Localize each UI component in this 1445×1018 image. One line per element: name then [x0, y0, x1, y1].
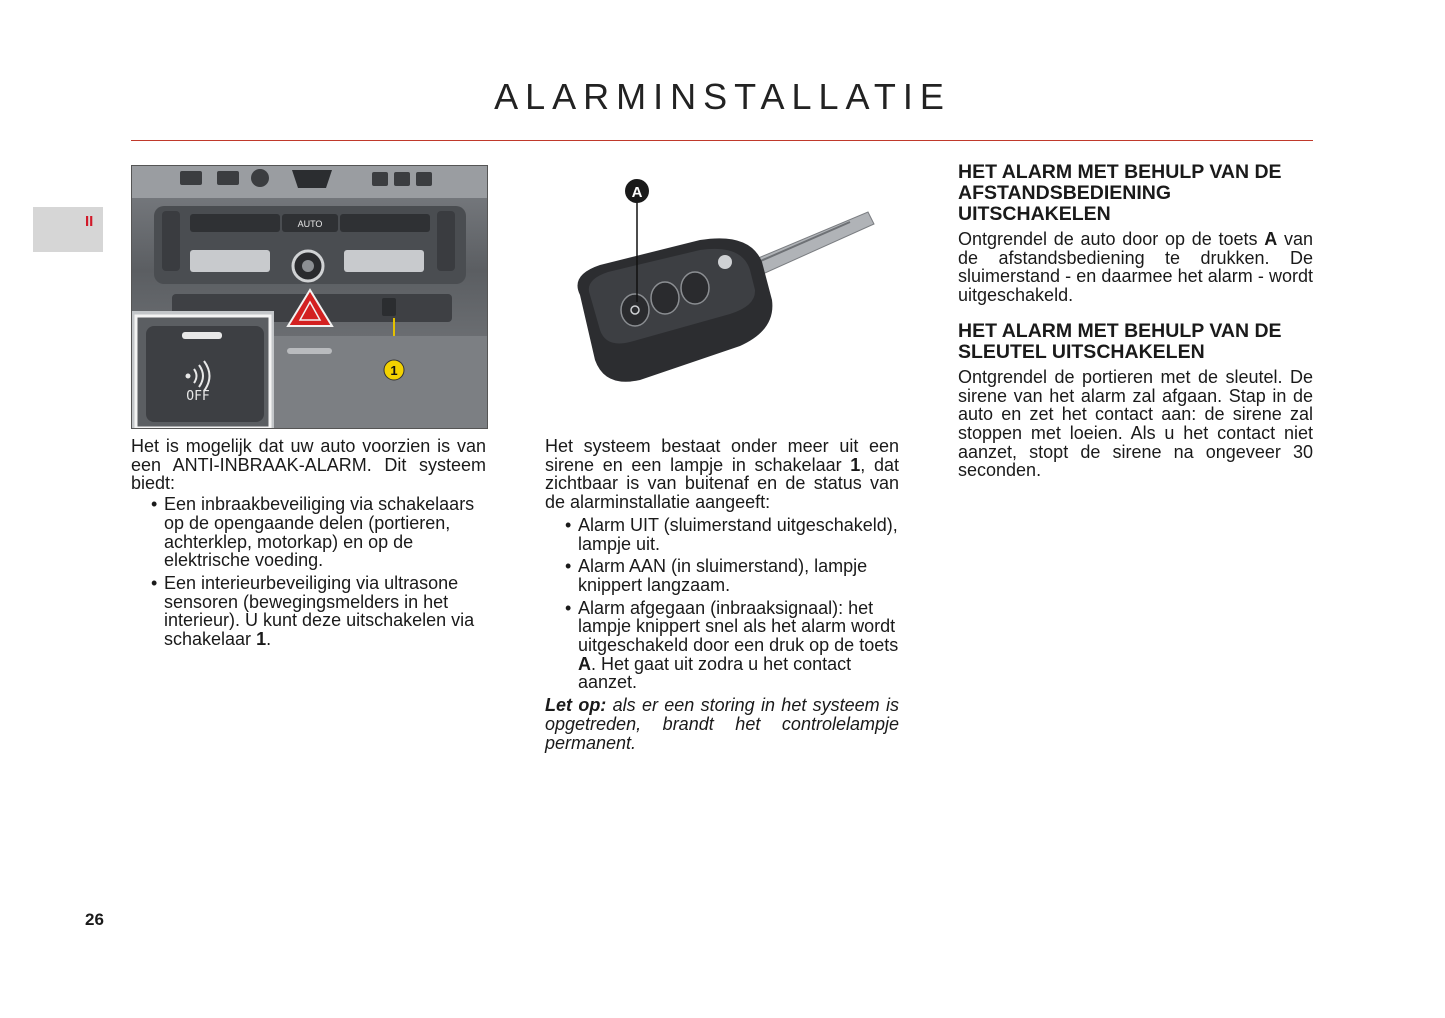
col2-list	[565, 514, 899, 693]
auto-button-label: AUTO	[297, 219, 323, 229]
callout-a: A	[631, 184, 643, 201]
col2-bullet3-a: Alarm afgegaan (inbraaksignaal): het lampje knippert snel als het alarm wordt uitgeschakeld door een druk op de toets	[578, 597, 899, 656]
column-3	[958, 162, 1313, 480]
col1-bullet1: Een inbraakbeveiliging via schakelaars op de opengaande delen (portieren, achterklep, motorkap) en op de elektrische voeding.	[164, 494, 475, 571]
dashboard-photo	[131, 165, 488, 429]
section-heading-remote: HET ALARM MET BEHULP VAN DE AFSTANDSBEDIENING UITSCHAKELEN	[958, 161, 1282, 225]
callout-1: 1	[390, 363, 398, 378]
col2-bullet1: Alarm UIT (sluimerstand uitgeschakeld), lampje uit.	[578, 514, 898, 554]
col2-note-label: Let op:	[545, 695, 607, 716]
chapter-tab[interactable]	[33, 207, 103, 252]
list-item: • Alarm AAN (in sluimerstand), lampje knippert langzaam.	[565, 556, 868, 595]
col1-bullet2-ref: 1	[256, 629, 267, 650]
remote-key-illustration	[550, 170, 890, 420]
col1-bullet2-text: Een interieurbeveiliging via ultrasone sensoren (bewegingsmelders in het interieur). U kunt deze uitschakelen via schakelaar	[164, 572, 475, 650]
col2-p1-a: Het systeem bestaat onder meer uit een sirene en een lampje in schakelaar	[545, 436, 899, 475]
list-item: • Een interieurbeveiliging via ultrasone sensoren (bewegingsmelders in het interieur). U kunt deze uitschakelen via schakelaar 1.	[151, 572, 475, 650]
col3-p1-ref: A	[1264, 229, 1278, 249]
column-1	[131, 437, 486, 653]
column-2	[545, 437, 899, 752]
col2-p1-ref: 1	[850, 454, 861, 475]
list-item: • Alarm afgegaan (inbraaksignaal): het lampje knippert snel als het alarm wordt uitgeschakeld door een druk op de toets A. Het gaat uit zodra u het contact aanzet.	[565, 597, 899, 693]
col3-paragraph2: Ontgrendel de portieren met de sleutel. De sirene van het alarm zal afgaan. Stap in de auto en zet het contact aan: de sirene zal stoppen met loeien. Als u het contact niet aanzet, stopt de sirene na ongeveer 30 seconden.	[958, 366, 1313, 481]
list-item: • Een inbraakbeveiliging via schakelaars op de opengaande delen (portieren, achterklep, motorkap) en op de elektrische voeding.	[151, 494, 475, 571]
section-heading-key: HET ALARM MET BEHULP VAN DE SLEUTEL UITSCHAKELEN	[958, 319, 1282, 363]
page-title: ALARMINSTALLATIE	[494, 76, 951, 117]
chapter-tab-label: II	[85, 213, 94, 230]
remote-key-photo	[550, 170, 890, 420]
page-number: 26	[85, 910, 104, 929]
inset-off-label: OFF	[186, 389, 210, 404]
list-item: • Alarm UIT (sluimerstand uitgeschakeld), lampje uit.	[565, 514, 898, 554]
col1-bullet2-end: .	[266, 629, 272, 650]
col3-p1-a: Ontgrendel de auto door op de toets	[958, 229, 1265, 249]
col2-p1-b: , dat zichtbaar is van buitenaf en de status van de alarminstallatie aangeeft:	[545, 454, 899, 513]
col2-paragraph1	[545, 437, 899, 512]
col2-bullet3-b: . Het gaat uit zodra u het contact aanzet.	[578, 653, 852, 693]
col2-note-text: als er een storing in het systeem is opgetreden, brandt het controlelampje permanent.	[545, 695, 899, 753]
col1-intro: Het is mogelijk dat uw auto voorzien is van een ANTI-INBRAAK-ALARM. Dit systeem biedt:	[131, 436, 486, 494]
title-divider	[131, 140, 1313, 141]
col2-bullet3-ref: A	[578, 653, 591, 674]
col3-p1-b: van de afstandsbediening te drukken. De sluimerstand - en daarmee het alarm - wordt uitgeschakeld.	[958, 229, 1313, 306]
col2-note	[545, 696, 899, 752]
col2-bullet2: Alarm AAN (in sluimerstand), lampje knippert langzaam.	[578, 556, 868, 595]
col3-paragraph1	[958, 230, 1313, 305]
col1-list	[151, 494, 486, 650]
dashboard-illustration	[132, 166, 487, 428]
